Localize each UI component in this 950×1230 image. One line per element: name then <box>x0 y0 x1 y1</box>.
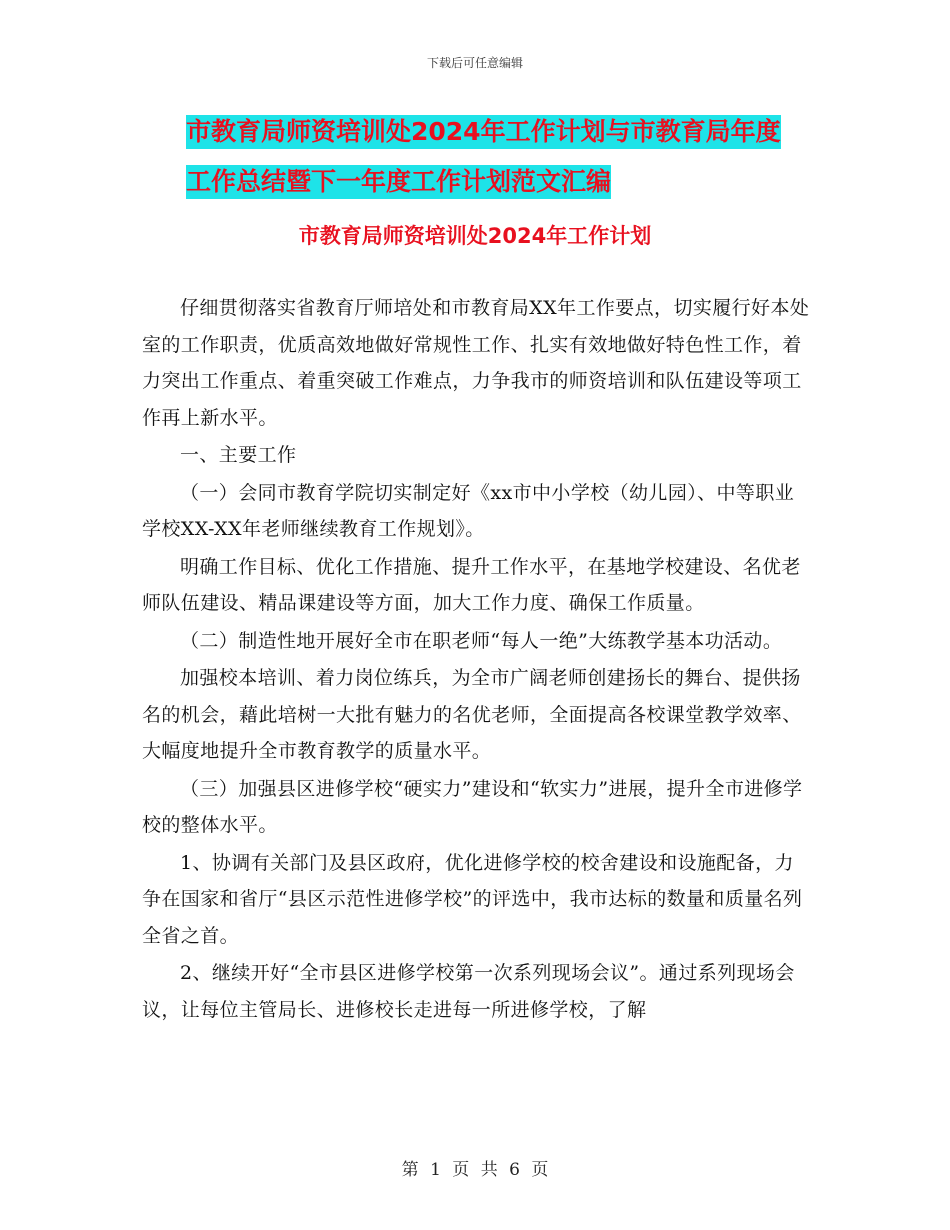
paragraph: 2、继续开好“全市县区进修学校第一次系列现场会议”。通过系列现场会议，让每位主管局长、进修校长走进每一所进修学校，了解 <box>142 962 795 1021</box>
document-title-line-1: 市教育局师资培训处2024年工作计划与市教育局年度 <box>186 115 781 149</box>
body-text <box>142 290 810 1029</box>
document-title <box>186 111 814 203</box>
paragraph: 仔细贯彻落实省教育厅师培处和市教育局XX年工作要点，切实履行好本处室的工作职责，优质高效地做好常规性工作、扎实有效地做好特色性工作，着力突出工作重点、着重突破工作难点，力争我市的师资培训和队伍建设等项工作再上新水平。 <box>142 297 810 429</box>
section-title: 市教育局师资培训处2024年工作计划 <box>298 224 652 248</box>
document-title-line-2: 工作总结暨下一年度工作计划范文汇编 <box>186 165 611 199</box>
page-number-footer: 第 1 页 共 6 页 <box>401 1160 549 1180</box>
paragraph: 1、协调有关部门及县区政府，优化进修学校的校舍建设和设施配备，力争在国家和省厅“县区示范性进修学校”的评选中，我市达标的数量和质量名列全省之首。 <box>142 851 803 947</box>
paragraph: 加强校本培训、着力岗位练兵，为全市广阔老师创建扬长的舞台、提供扬名的机会，藉此培树一大批有魅力的名优老师，全面提高各校课堂教学效率、大幅度地提升全市教育教学的质量水平。 <box>142 667 802 762</box>
paragraph: 一、主要工作 <box>180 444 297 466</box>
header-note: 下载后可任意编辑 <box>426 56 523 70</box>
paragraph: 明确工作目标、优化工作措施、提升工作水平，在基地学校建设、名优老师队伍建设、精品课建设等方面，加大工作力度、确保工作质量。 <box>142 555 801 614</box>
paragraph: （二）制造性地开展好全市在职老师“每人一绝”大练教学基本功活动。 <box>180 629 783 652</box>
paragraph: （一）会同市教育学院切实制定好《xx市中小学校（幼儿园）、中等职业学校XX-XX年老师继续教育工作规划》。 <box>142 481 795 540</box>
paragraph: （三）加强县区进修学校“硬实力”建设和“软实力”进展，提升全市进修学校的整体水平。 <box>142 777 803 836</box>
